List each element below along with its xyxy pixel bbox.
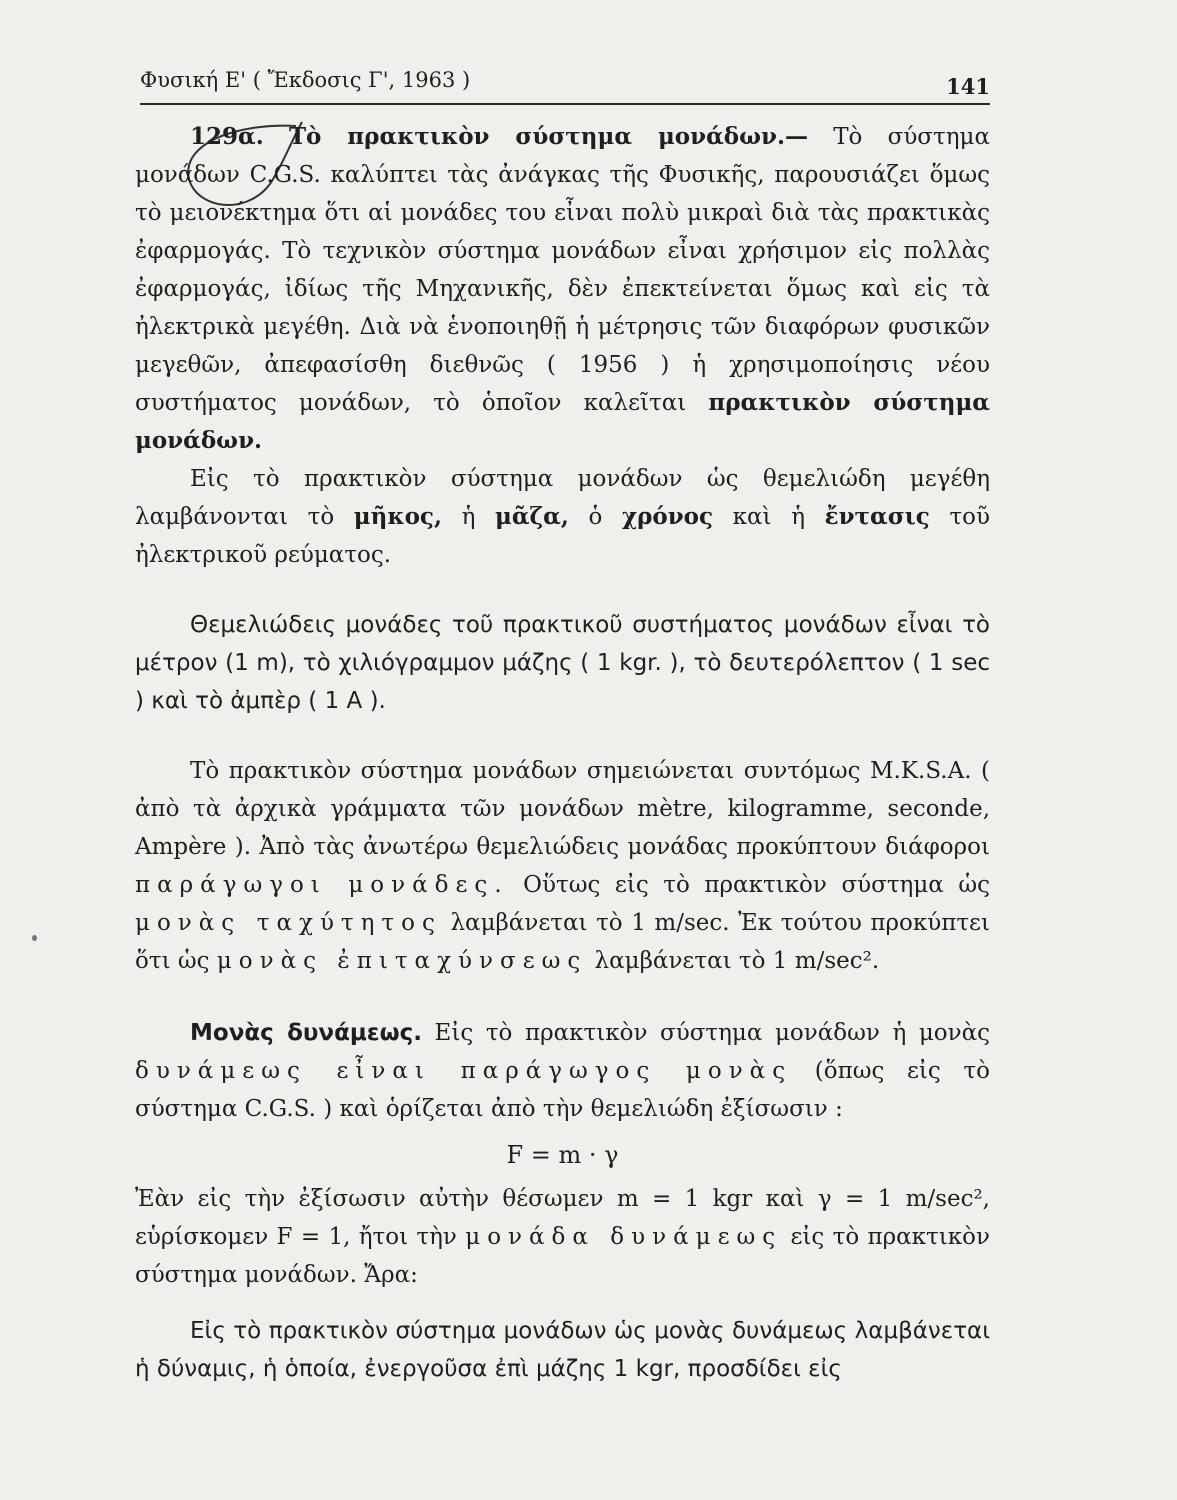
section-title: Τὸ πρακτικὸν σύστημα μονάδων.—	[288, 123, 808, 150]
text-segment: τοῦ ἠλεκτρικοῦ ρεύματος.	[135, 504, 991, 568]
term-force-unit: μονάδα δυνάμεως	[465, 1224, 783, 1250]
text-segment: Οὕτως εἰς τὸ πρακτικὸν σύστημα ὡς	[508, 872, 990, 898]
subheading-force-unit: Μονὰς δυνάμεως.	[190, 1020, 422, 1046]
text-segment: ὁ	[568, 504, 622, 530]
page-number: 141	[946, 74, 990, 99]
text-segment: εἰς τὸ πρακτικὸν σύστημα μονάδων. Ἄρα:	[135, 1224, 991, 1288]
paragraph-fundamental-quantities	[135, 460, 990, 574]
running-title: Φυσική Ε' ( Ἔκδοσις Γ', 1963 )	[140, 68, 471, 92]
paragraph-newton-definition	[135, 1180, 990, 1294]
text-segment: Ἐὰν εἰς τὴν ἐξίσωσιν αὐτὴν θέσωμεν m = 1 kgr καὶ γ = 1 m/sec², εὑρίσκομεν F = 1, ἤτοι τὴν	[135, 1186, 990, 1250]
text-segment: Τὸ πρακτικὸν σύστημα μονάδων σημειώνεται συντόμως M.K.S.A. ( ἀπὸ τὰ ἀρχικὰ γράμματα τῶν μονάδων mètre, kilogramme, seconde, Ampère ). Ἀπὸ τὰς ἀνωτέρω θεμελιώδεις μονάδας προκύπτουν διάφοροι	[135, 758, 990, 860]
term-velocity-unit: μονὰς ταχύτητος	[135, 910, 442, 936]
term-length: μῆκος,	[353, 503, 442, 530]
section-number: 129α.	[190, 123, 264, 150]
term-practical-system: πρακτικὸν σύστημα μονάδων.	[135, 389, 991, 454]
text-segment: Εἰς τὸ πρακτικὸν σύστημα μονάδων ὡς θεμελιώδη μεγέθη λαμβάνονται τὸ	[135, 466, 990, 530]
spacer	[135, 720, 990, 752]
text-segment: λαμβάνεται τὸ 1 m/sec. Ἐκ τούτου προκύπτει ὅτι ὡς	[135, 910, 990, 974]
text-segment: (ὅπως εἰς τὸ σύστημα C.G.S. ) καὶ ὁρίζεται ἀπὸ τὴν θεμελιώδη ἐξίσωσιν :	[135, 1058, 990, 1122]
paragraph-force-unit	[135, 1014, 990, 1128]
equation-newton: F = m · γ	[506, 1141, 619, 1169]
paragraph-intro	[135, 118, 990, 460]
term-current: ἔντασις	[824, 503, 930, 530]
scan-speck	[32, 935, 37, 941]
header-rule	[140, 103, 990, 105]
term-derived-force-unit: δυνάμεως εἶναι παράγωγος μονὰς	[135, 1058, 793, 1084]
paragraph-force-definition: Εἰς τὸ πρακτικὸν σύστημα μονάδων ὡς μονὰς δυνάμεως λαμβάνεται ἡ δύναμις, ἡ ὁποία, ἐνεργοῦσα ἐπὶ μάζης 1 kgr, προσδίδει εἰς	[135, 1318, 990, 1382]
text-segment: ἡ	[441, 504, 495, 530]
term-acceleration-unit: μονὰς ἐπιταχύνσεως	[216, 948, 588, 974]
term-mass: μᾶζα,	[494, 503, 569, 530]
text-segment: λαμβάνεται τὸ 1 m/sec².	[587, 948, 880, 974]
spacer	[135, 980, 990, 1014]
spacer	[135, 574, 990, 606]
paragraph-fundamental-units: Θεμελιώδεις μονάδες τοῦ πρακτικοῦ συστήματος μονάδων εἶναι τὸ μέτρον (1 m), τὸ χιλιόγραμμον μάζης ( 1 kgr. ), τὸ δευτερόλεπτον ( 1 sec ) καὶ τὸ ἀμπὲρ ( 1 A ).	[135, 612, 990, 714]
text-segment: Εἰς τὸ πρακτικὸν σύστημα μονάδων ἡ μονὰς	[421, 1020, 991, 1046]
paragraph-mksa	[135, 752, 990, 980]
section-129a	[135, 118, 990, 1388]
intro-text: Τὸ σύστημα μονάδων C.G.S. καλύπτει τὰς ἀνάγκας τῆς Φυσικῆς, παρουσιάζει ὅμως τὸ μειονέκτημα ὅτι αἱ μονάδες του εἶναι πολὺ μικραὶ διὰ τὰς πρακτικὰς ἐφαρμογάς. Τὸ τεχνικὸν σύστημα μονάδων εἶναι χρήσιμον εἰς πολλὰς ἐφαρμογάς, ἰδίως τῆς Μηχανικῆς, δὲν ἐπεκτείνεται ὅμως καὶ εἰς τὰ ἠλεκτρικὰ μεγέθη. Διὰ νὰ ἑνοποιηθῇ ἡ μέτρησις τῶν διαφόρων φυσικῶν μεγεθῶν, ἀπεφασίσθη διεθνῶς ( 1956 ) ἡ χρησιμοποίησις νέου συστήματος μονάδων, τὸ ὁποῖον καλεῖται	[135, 124, 990, 416]
term-derived-units: παράγωγοι μονάδες.	[135, 872, 509, 898]
page-header	[140, 64, 990, 98]
term-time: χρόνος	[621, 503, 714, 530]
spacer	[135, 1294, 990, 1312]
text-segment: καὶ ἡ	[713, 504, 825, 530]
